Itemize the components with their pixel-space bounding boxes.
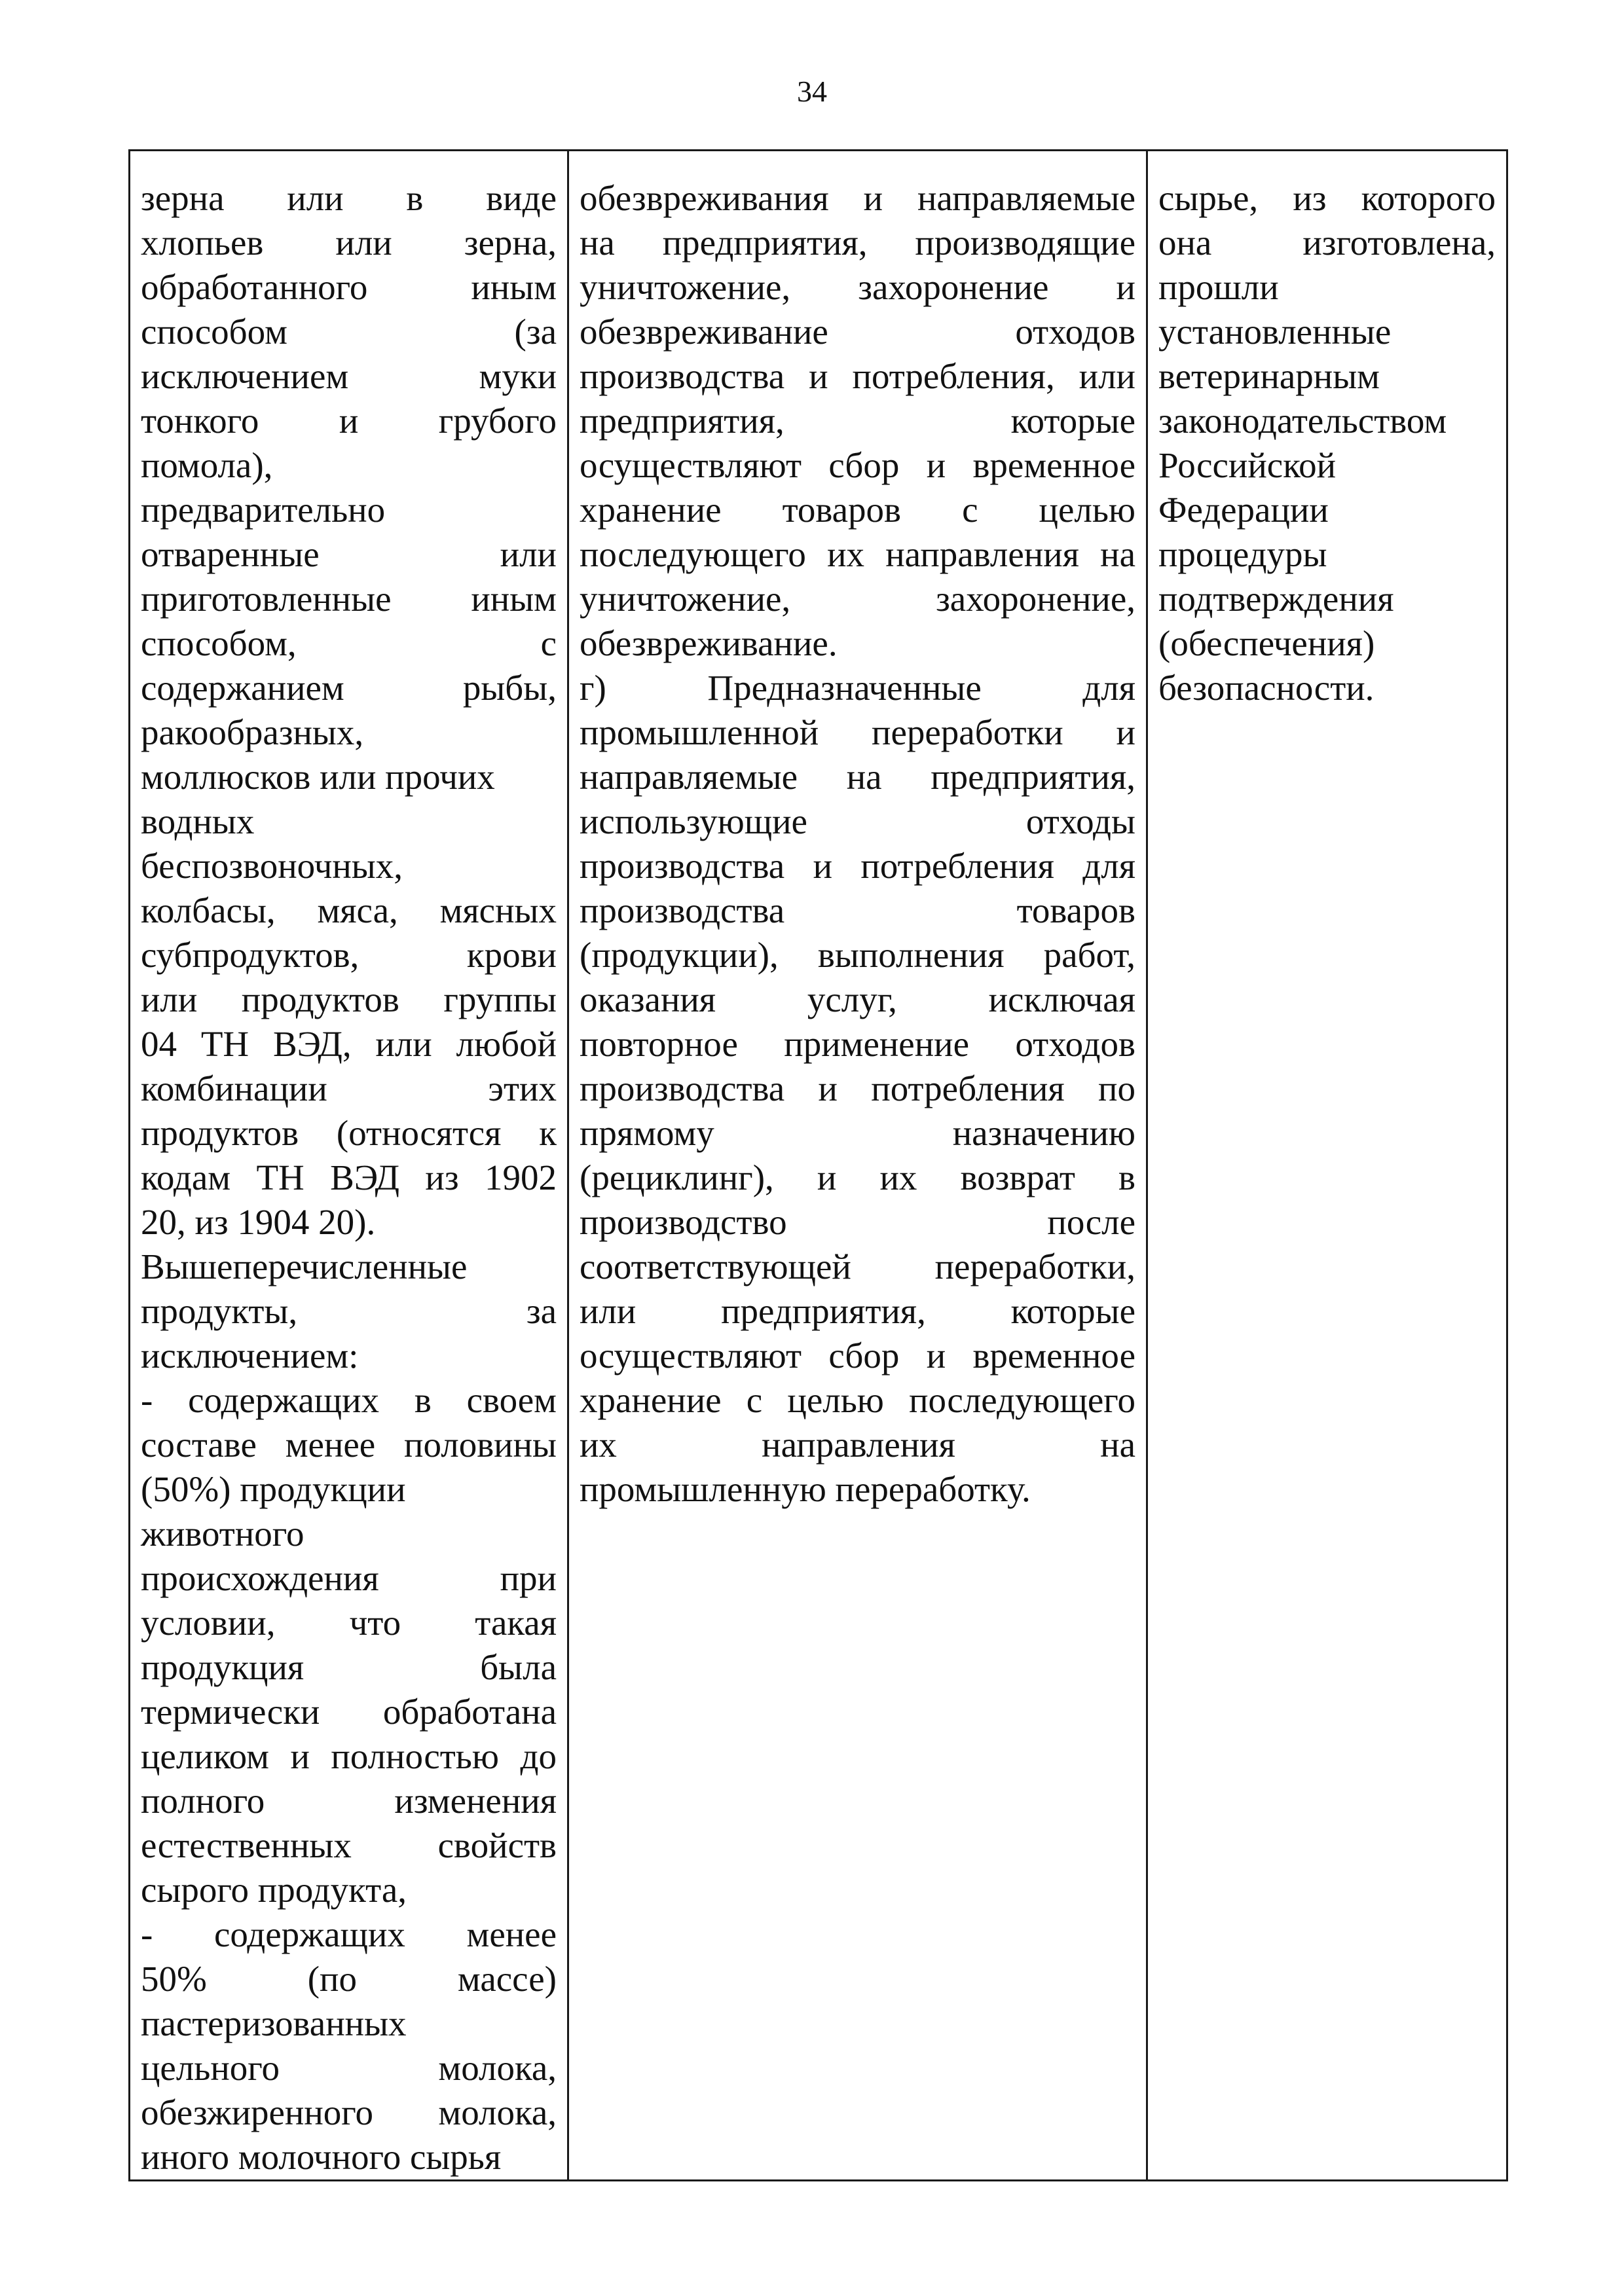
text-line: производства и потребления для [580,846,1135,886]
text-line: полного изменения [141,1781,557,1821]
text-line: - содержащих менее [141,1914,557,1954]
text-line: сырого продукта, [141,1870,407,1910]
text-line: она изготовлена, [1158,223,1496,263]
text-line: последующего их направления на [580,534,1135,574]
text-line: соответствующей переработки, [580,1247,1135,1286]
text-line: условии, что такая [141,1603,557,1643]
text-line: кодам ТН ВЭД из 1902 [141,1157,557,1197]
text-line: или продуктов группы [141,979,557,1019]
text-line: осуществляют сбор и временное [580,1336,1135,1376]
text-line: обезвреживания и направляемые [580,178,1135,218]
text-line: уничтожение, захоронение, [580,579,1135,619]
text-line: (рециклинг), и их возврат в [580,1157,1135,1197]
text-line: помола), [141,445,273,485]
text-line: термически обработана [141,1692,557,1732]
text-line: Федерации [1158,490,1329,530]
text-line: Российской [1158,445,1337,485]
text-line: естественных свойств [141,1825,557,1865]
text-line: установленные [1158,312,1392,352]
text-line: водных [141,801,255,841]
text-line: (50%) продукции [141,1469,406,1509]
text-line: (обеспечения) [1158,623,1375,663]
text-line: пастеризованных [141,2003,407,2043]
text-line: отваренные или [141,534,557,574]
cell-purpose-description [568,151,1147,2181]
text-line: безопасности. [1158,668,1375,708]
text-line: исключением: [141,1336,359,1376]
text-line: использующие отходы [580,801,1135,841]
text-line: или предприятия, которые [580,1291,1135,1331]
text-line: 04 ТН ВЭД, или любой [141,1024,557,1064]
text-line: - содержащих в своем [141,1380,557,1420]
text-line: предприятия, которые [580,401,1135,441]
text-line: цельного молока, [141,2048,557,2088]
text-line: промышленной переработки и [580,712,1135,752]
text-line: хранение товаров с целью [580,490,1135,530]
text-line: способом, с [141,623,557,663]
text-line: повторное применение отходов [580,1024,1135,1064]
text-line: моллюсков или прочих [141,757,495,797]
text-line: г) Предназначенные для [580,668,1135,708]
text-line: обезвреживание отходов [580,312,1135,352]
text-line: зерна или в виде [141,178,557,218]
text-line: содержанием рыбы, [141,668,557,708]
text-line: Вышеперечисленные [141,1247,468,1286]
page-number: 34 [797,75,827,108]
text-line: способом (за [141,312,557,352]
text-line: промышленную переработку. [580,1469,1031,1509]
text-line: ракообразных, [141,712,364,752]
text-line: 20, из 1904 20). [141,1202,376,1242]
text-line: законодательством [1158,401,1447,441]
text-line: комбинации этих [141,1068,557,1108]
text-line: хранение с целью последующего [580,1380,1135,1420]
text-line: производства и потребления, или [580,356,1135,396]
text-line: производства товаров [580,890,1135,930]
text-line: продукция была [141,1647,557,1687]
text-line: составе менее половины [141,1425,557,1465]
text-line: осуществляют сбор и временное [580,445,1135,485]
text-line: исключением муки [141,356,557,396]
text-line: приготовленные иным [141,579,557,619]
text-line: уничтожение, захоронение и [580,267,1135,307]
text-line: производство после [580,1202,1135,1242]
text-line: обезжиренного молока, [141,2092,557,2132]
text-line: беспозвоночных, [141,846,403,886]
text-line: иного молочного сырья [141,2137,502,2177]
text-line: подтверждения [1158,579,1394,619]
text-line: 50% (по массе) [141,1959,557,1999]
text-line: их направления на [580,1425,1135,1465]
document-table [128,149,1508,2181]
text-line: производства и потребления по [580,1068,1135,1108]
text-line: животного [141,1514,304,1554]
text-line: (продукции), выполнения работ, [580,935,1135,975]
text-line: обработанного иным [141,267,557,307]
text-line: обезвреживание. [580,623,838,663]
text-line: процедуры [1158,534,1327,574]
table-row [130,151,1507,2181]
text-line: ветеринарным [1158,356,1380,396]
text-line: хлопьев или зерна, [141,223,557,263]
text-line: на предприятия, производящие [580,223,1135,263]
text-line: продукты, за [141,1291,557,1331]
text-line: целиком и полностью до [141,1736,557,1776]
text-line: тонкого и грубого [141,401,557,441]
cell-veterinary-requirements [1147,151,1507,2181]
text-line: продуктов (относятся к [141,1113,557,1153]
cell-product-description [130,151,568,2181]
text-line: субпродуктов, крови [141,935,557,975]
text-line: оказания услуг, исключая [580,979,1135,1019]
text-line: прошли [1158,267,1279,307]
text-line: колбасы, мяса, мясных [141,890,557,930]
text-line: предварительно [141,490,386,530]
text-line: прямому назначению [580,1113,1135,1153]
text-line: направляемые на предприятия, [580,757,1135,797]
text-line: происхождения при [141,1558,557,1598]
text-line: сырье, из которого [1158,178,1496,218]
